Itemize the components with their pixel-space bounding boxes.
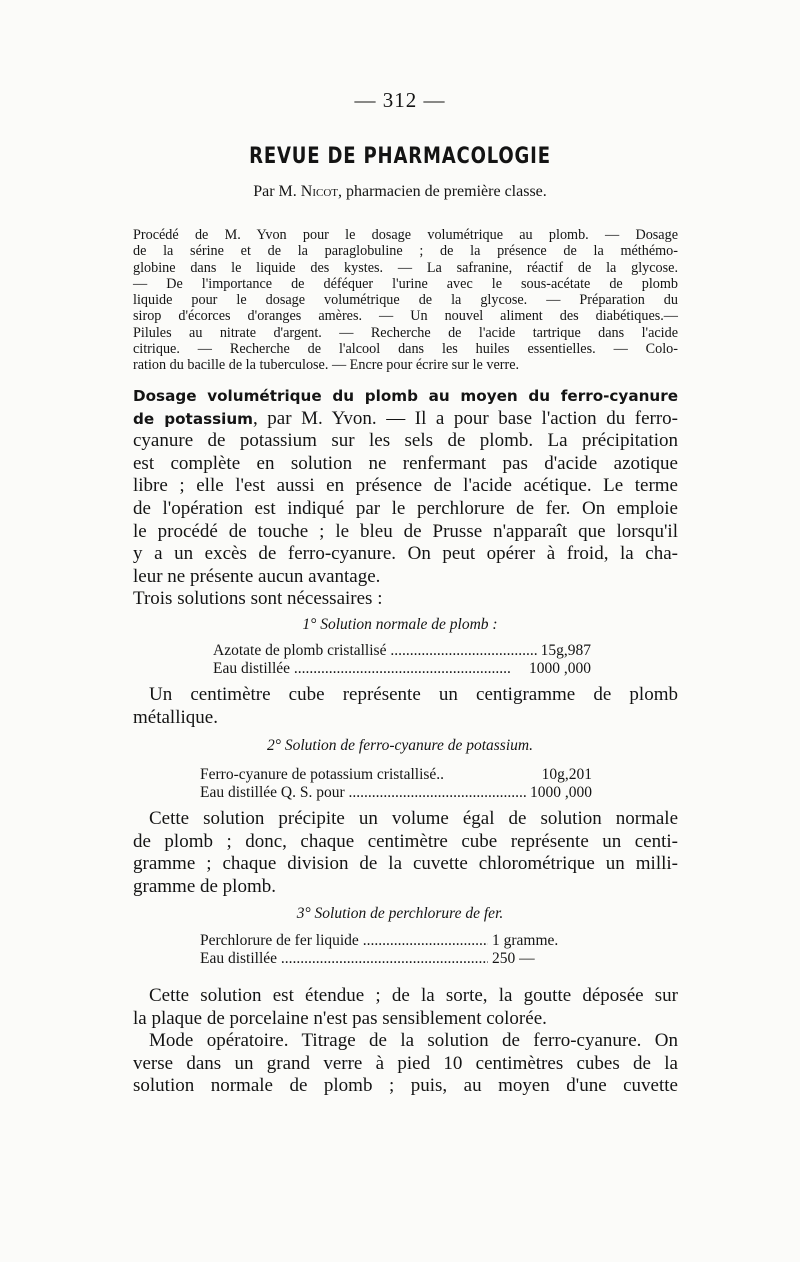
- solution-3-title: 3° Solution de perchlorure de fer.: [296, 905, 504, 922]
- article-headline-line: [133, 385, 678, 408]
- recipe-qty: 15g,987: [540, 642, 591, 659]
- intro-line: leur ne présente aucun avantage.: [133, 565, 381, 587]
- summary-line: Pilules au nitrate d'argent. — Recherche de l'acide tartrique dans l'acide: [133, 324, 678, 341]
- note-line: Cette solution est étendue ; de la sorte, la goutte déposée sur: [149, 985, 678, 1006]
- intro-line: libre ; elle l'est aussi en présence de l'acide acétique. Le terme: [133, 475, 678, 497]
- note-line: de plomb ; donc, chaque centimètre cube représente un centi-: [133, 830, 678, 852]
- intro-line: cyanure de potassium sur les sels de plomb. La précipitation: [133, 430, 678, 452]
- article-headline-cont: de potassium: [133, 409, 253, 428]
- recipe-qty: 250 —: [492, 950, 535, 967]
- note-line: métallique.: [133, 706, 218, 728]
- recipe-label: Eau distillée .....: [200, 950, 488, 968]
- note-line: gramme de plomb.: [133, 875, 276, 897]
- note-line: gramme ; chaque division de la cuvette chlorométrique un milli-: [133, 853, 678, 875]
- section-title: REVUE DE PHARMACOLOGIE: [249, 144, 551, 169]
- intro-line: est complète en solution ne renfermant pas d'acide azotique: [133, 452, 678, 474]
- byline-suffix: , pharmacien de première classe.: [338, 183, 547, 200]
- summary-line: — De l'importance de déféquer l'urine avec le sous-acétate de plomb: [133, 275, 678, 292]
- mode-line: Mode opératoire. Titrage de la solution de ferro-cyanure. On: [149, 1030, 678, 1052]
- solution-2-recipe: [200, 766, 592, 802]
- page-number: — 312 —: [354, 88, 446, 112]
- summary-line: liquide pour le dosage volumétrique de la glycose. — Préparation du: [133, 292, 678, 309]
- summary-line: de la sérine et de la paraglobuline ; de la présence de la méthémo-: [133, 243, 678, 260]
- recipe-row: [200, 784, 592, 802]
- recipe-row: [213, 660, 591, 678]
- solution-3-recipe: [200, 932, 610, 968]
- recipe-qty: 10g,201: [541, 766, 592, 783]
- recipe-qty: 1000 ,000: [529, 660, 591, 677]
- recipe-row: [200, 932, 610, 950]
- solution-1-recipe: [213, 642, 591, 678]
- byline: [0, 183, 800, 201]
- byline-author: Nicot: [300, 183, 338, 200]
- intro-line: de l'opération est indiqué par le perchlorure de fer. On emploie: [133, 497, 678, 519]
- mode-line: verse dans un grand verre à pied 10 centimètres cubes de la: [133, 1052, 678, 1074]
- recipe-label: Azotate de plomb cristallisé .....: [213, 642, 537, 660]
- recipe-label: Perchlorure de fer liquide .....: [200, 932, 488, 950]
- recipe-row: [213, 642, 591, 660]
- solution-2-title: 2° Solution de ferro-cyanure de potassium.: [267, 737, 533, 754]
- intro-line: y a un excès de ferro-cyanure. On peut opérer à froid, la cha-: [133, 543, 678, 565]
- solution-1-title: 1° Solution normale de plomb :: [302, 616, 498, 633]
- mode-line: solution normale de plomb ; puis, au moyen d'une cuvette: [133, 1075, 678, 1097]
- recipe-label: Eau distillée Q. S. pour .....: [200, 784, 526, 802]
- note-line: Un centimètre cube représente un centigramme de plomb: [149, 684, 678, 705]
- summary-paragraph: [133, 227, 678, 374]
- intro-line: [133, 408, 678, 431]
- recipe-qty: 1 gramme.: [492, 932, 559, 949]
- recipe-label: Ferro-cyanure de potassium cristallisé..: [200, 766, 445, 783]
- three-solutions-line: Trois solutions sont nécessaires :: [133, 588, 383, 610]
- solution-2-note: [133, 808, 678, 898]
- solution-1-note: [133, 684, 678, 729]
- recipe-row: [200, 950, 610, 968]
- summary-line: ration du bacille de la tuberculose. — Encre pour écrire sur le verre.: [133, 357, 520, 374]
- summary-line: globine dans le liquide des kystes. — La safranine, réactif de la glycose.: [133, 259, 678, 276]
- recipe-row: [200, 766, 592, 784]
- solution-3-note: [133, 985, 678, 1098]
- recipe-qty: 1000 ,000: [530, 784, 592, 801]
- summary-line: sirop d'écorces d'oranges amères. — Un nouvel aliment des diabétiques.—: [133, 308, 678, 325]
- intro-line-1-rest: , par M. Yvon. — Il a pour base l'action du ferro-: [253, 407, 678, 429]
- article-intro: [133, 385, 678, 611]
- article-headline: Dosage volumétrique du plomb au moyen du ferro-cyanure: [133, 387, 678, 405]
- recipe-label: Eau distillée .....: [213, 660, 525, 678]
- summary-line: citrique. — Recherche de l'alcool dans les huiles essentielles. — Colo-: [133, 341, 678, 358]
- intro-line: le procédé de touche ; le bleu de Prusse n'apparaît que lorsqu'il: [133, 520, 678, 542]
- byline-prefix: Par M.: [253, 183, 301, 200]
- note-line: la plaque de porcelaine n'est pas sensiblement colorée.: [133, 1007, 547, 1029]
- note-line: Cette solution précipite un volume égal de solution normale: [149, 808, 678, 829]
- summary-line: Procédé de M. Yvon pour le dosage volumétrique au plomb. — Dosage: [133, 227, 678, 243]
